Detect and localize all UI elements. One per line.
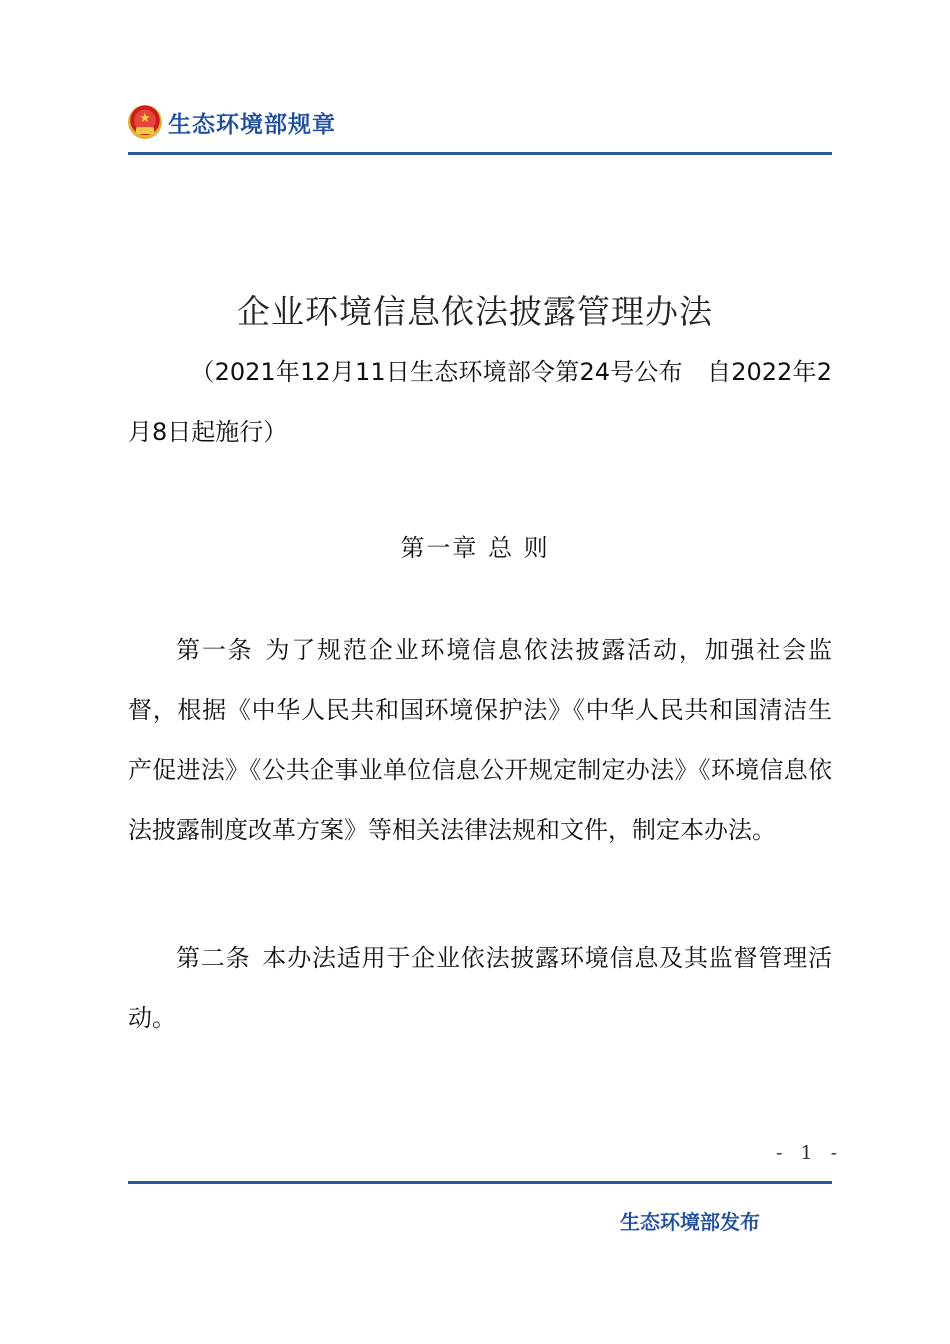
page-number: - 1 -: [776, 1142, 844, 1164]
header-rule: [128, 152, 832, 155]
document-title: 企业环境信息依法披露管理办法: [237, 292, 713, 331]
article-1: [128, 620, 832, 860]
footer-rule: [128, 1181, 832, 1184]
header-title: 生态环境部规章: [168, 111, 336, 138]
publication-note: （2021年12月11日生态环境部令第24号公布 自2022年2月8日起施行）: [128, 358, 832, 446]
article-text: 本办法适用于企业依法披露环境信息及其监督管理活动。: [128, 944, 833, 1032]
article-label: 第二条: [176, 944, 251, 972]
article-label: 第一条: [176, 636, 254, 664]
article-2: [128, 928, 832, 1048]
chapter-heading: 第一章 总 则: [400, 534, 550, 562]
national-emblem-icon: [128, 105, 162, 139]
document-header: [128, 100, 336, 144]
footer-publisher: 生态环境部发布: [620, 1210, 760, 1234]
article-text: 为了规范企业环境信息依法披露活动，加强社会监督，根据《中华人民共和国环境保护法》《中华人民共和国清洁生产促进法》《公共企事业单位信息公开规定制定办法》《环境信息依法披露制度改革方案》等相关法律法规和文件，制定本办法。: [128, 636, 832, 844]
